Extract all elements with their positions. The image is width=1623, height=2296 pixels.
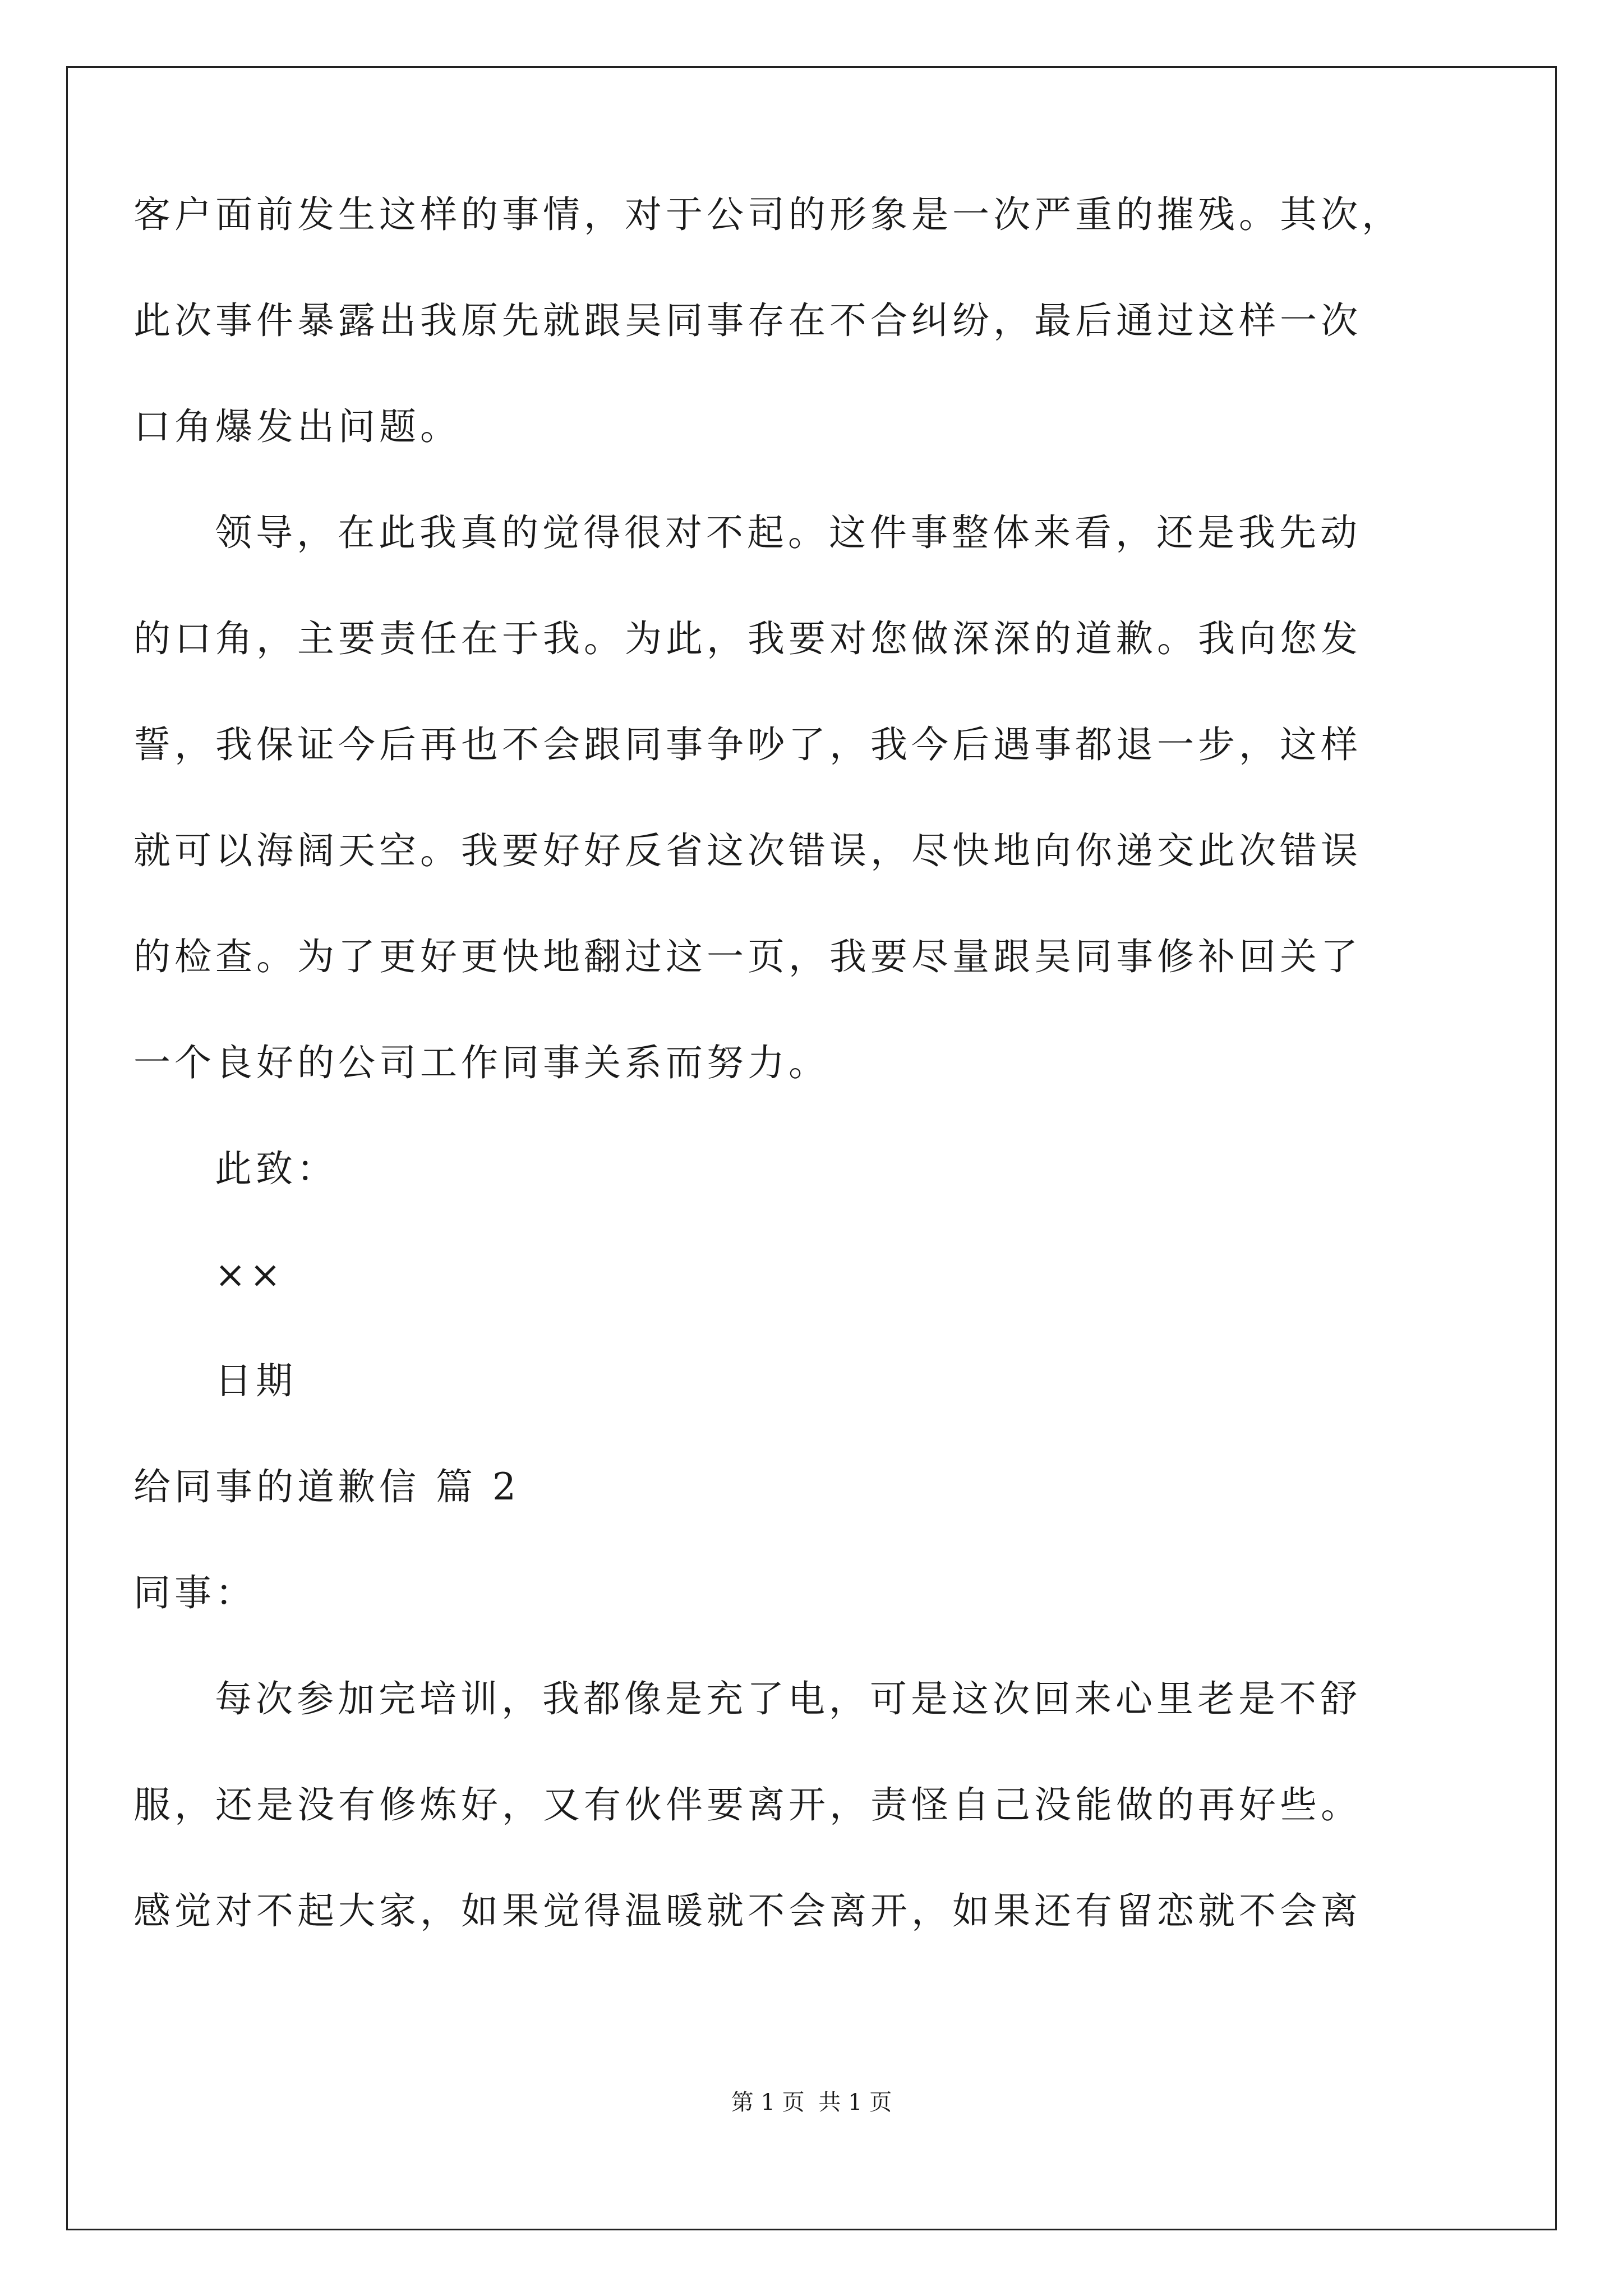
paragraph-line: 服，还是没有修炼好，又有伙伴要离开，责怪自己没能做的再好些。 — [133, 1783, 1362, 1826]
paragraph-line: 一个良好的公司工作同事关系而努力。 — [133, 1041, 829, 1084]
paragraph-line: 此次事件暴露出我原先就跟吴同事存在不合纠纷，最后通过这样一次 — [133, 299, 1362, 342]
signature-date: 日期 — [215, 1359, 297, 1402]
section-heading: 给同事的道歉信 篇 2 — [133, 1465, 520, 1508]
paragraph-line: 就可以海阔天空。我要好好反省这次错误，尽快地向你递交此次错误 — [133, 829, 1362, 872]
letter-greeting: 同事： — [133, 1571, 256, 1614]
paragraph-line: 的检查。为了更好更快地翻过这一页，我要尽量跟吴同事修补回关了 — [133, 935, 1362, 978]
paragraph-line: 誓，我保证今后再也不会跟同事争吵了，我今后遇事都退一步，这样 — [133, 723, 1362, 766]
signature-name: ×× — [215, 1253, 285, 1296]
closing-salutation: 此致： — [215, 1147, 338, 1190]
paragraph-line: 领导，在此我真的觉得很对不起。这件事整体来看，还是我先动 — [215, 511, 1361, 554]
page-number: 第 1 页 — [731, 2090, 805, 2115]
paragraph-line: 每次参加完培训，我都像是充了电，可是这次回来心里老是不舒 — [215, 1677, 1361, 1720]
paragraph-line: 客户面前发生这样的事情，对于公司的形象是一次严重的摧残。其次， — [133, 193, 1403, 236]
page-total: 共 1 页 — [818, 2090, 892, 2115]
paragraph-line: 的口角，主要责任在于我。为此，我要对您做深深的道歉。我向您发 — [133, 617, 1362, 660]
document-body — [133, 193, 1485, 1999]
paragraph-line: 感觉对不起大家，如果觉得温暖就不会离开，如果还有留恋就不会离 — [133, 1889, 1362, 1932]
paragraph-line: 口角爆发出问题。 — [133, 405, 461, 448]
page-footer — [0, 2091, 1623, 2114]
